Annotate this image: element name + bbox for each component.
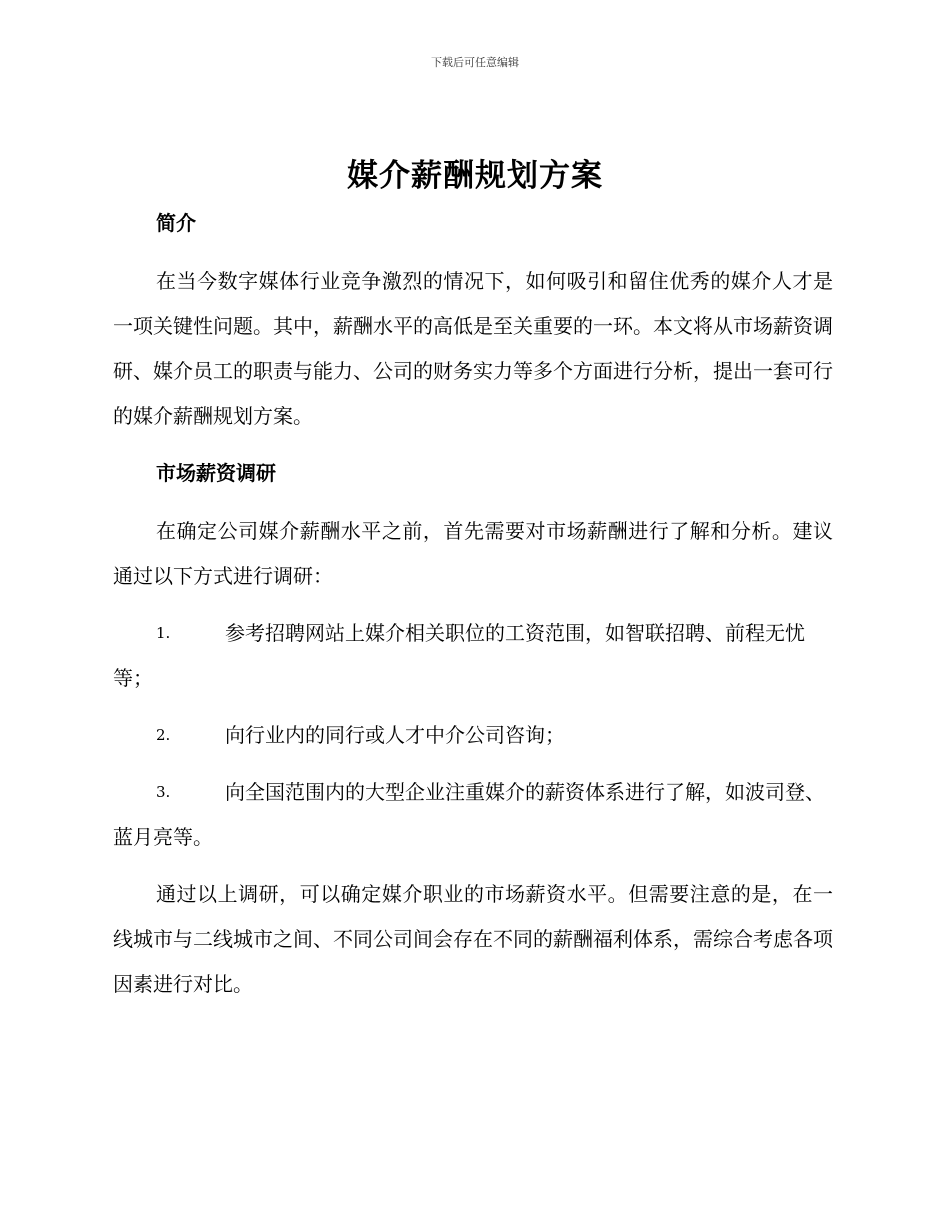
market-research-conclusion: 通过以上调研，可以确定媒介职业的市场薪资水平。但需要注意的是，在一线城市与二线城市之间、不同公司间会存在不同的薪酬福利体系，需综合考虑各项因素进行对比。	[113, 882, 833, 996]
list-item-text: 参考招聘网站上媒介相关职位的工资范围，如智联招聘、前程无忧等；	[113, 621, 805, 690]
market-research-intro: 在确定公司媒介薪酬水平之前，首先需要对市场薪酬进行了解和分析。建议通过以下方式进行调研：	[113, 519, 833, 588]
list-item-text: 向全国范围内的大型企业注重媒介的薪资体系进行了解，如波司登、蓝月亮等。	[113, 780, 825, 849]
list-number: 2.	[156, 726, 171, 744]
section-heading-intro: 简介	[156, 211, 196, 235]
intro-paragraph: 在当今数字媒体行业竞争激烈的情况下，如何吸引和留住优秀的媒介人才是一项关键性问题。其中，薪酬水平的高低是至关重要的一环。本文将从市场薪资调研、媒介员工的职责与能力、公司的财务实力等多个方面进行分析，提出一套可行的媒介薪酬规划方案。	[113, 269, 833, 428]
page-header-note: 下载后可任意编辑	[431, 56, 519, 69]
list-item	[113, 770, 833, 860]
section-heading-market-research: 市场薪资调研	[156, 461, 276, 485]
document-title: 媒介薪酬规划方案	[347, 158, 603, 194]
list-number: 3.	[156, 783, 171, 801]
list-number: 1.	[156, 624, 171, 642]
list-item-text: 向行业内的同行或人才中介公司咨询；	[225, 723, 565, 747]
list-item	[113, 611, 833, 701]
document-body	[113, 201, 833, 1007]
list-item	[113, 713, 833, 758]
